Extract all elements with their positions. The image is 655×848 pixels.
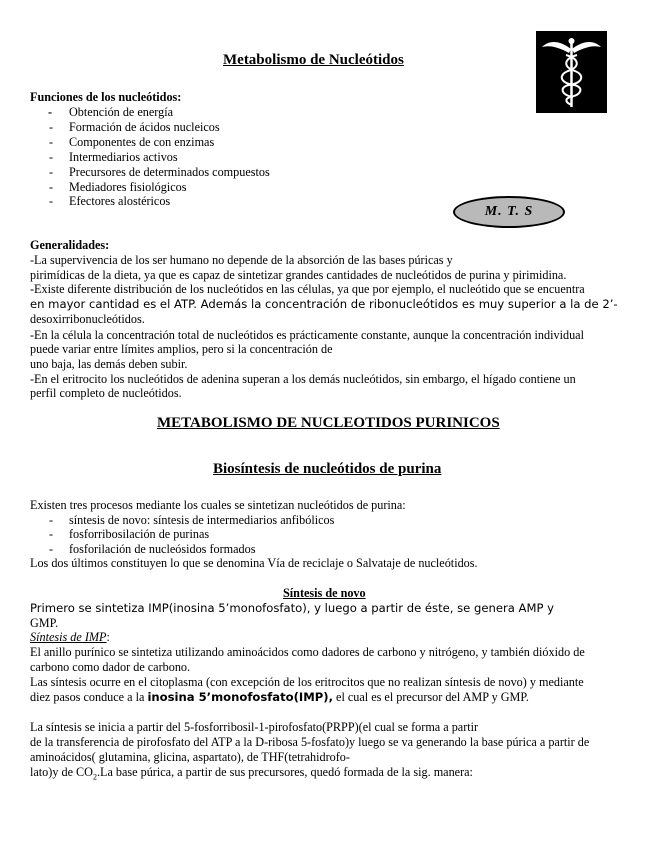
- text-run: el cual es el precursor del AMP y GMP.: [333, 690, 529, 704]
- text-line: puede variar entre límites amplios, pero si la concentración de: [30, 342, 333, 356]
- text-line: Primero se sintetiza IMP(inosina 5’monofosfato), y luego a partir de éste, se genera AMP y: [30, 601, 554, 615]
- text-line: La síntesis se inicia a partir del 5-fosforribosil-1-pirofosfato(PRPP)(el cual se forma a partir: [30, 720, 479, 734]
- text-line: uno baja, las demás deben subir.: [30, 357, 188, 371]
- text-line: [30, 690, 529, 704]
- bullet-dash: -: [49, 542, 54, 556]
- imp-heading: [30, 630, 110, 644]
- text-line: El anillo purínico se sintetiza utilizando aminoácidos como dadores de carbono y nitrógeno, y también dióxido de: [30, 645, 585, 659]
- list-item: fosforilación de nucleósidos formados: [69, 542, 256, 556]
- text-line: en mayor cantidad es el ATP. Además la concentración de ribonucleótidos es muy superior a la de 2’-: [30, 297, 618, 311]
- text-line: aminoácidos( glutamina, glicina, aspartato), de THF(tetrahidrofo-: [30, 750, 350, 764]
- bullet-dash: -: [49, 194, 54, 208]
- imp-label: Síntesis de IMP: [30, 630, 107, 644]
- section-outro: Los dos últimos constituyen lo que se denomina Vía de reciclaje o Salvataje de nucleótidos.: [30, 556, 478, 570]
- bullet-dash: -: [49, 527, 54, 541]
- list-item: Obtención de energía: [69, 105, 174, 119]
- section-heading: METABOLISMO DE NUCLEOTIDOS PURINICOS: [157, 415, 500, 431]
- bullet-dash: -: [49, 165, 54, 179]
- list-item: Efectores alostéricos: [69, 194, 171, 208]
- text-line: [30, 765, 473, 784]
- bullet-dash: -: [48, 105, 53, 119]
- text-line: de la transferencia de pirofosfato del ATP a la D-ribosa 5-fosfato)y luego se va generando la base púrica a partir de: [30, 735, 590, 749]
- text-line: -En el eritrocito los nucleótidos de adenina superan a los demás nucleótidos, sin embargo, el hígado contiene un: [30, 372, 576, 386]
- section-intro: Existen tres procesos mediante los cuales se sintetizan nucleótidos de purina:: [30, 498, 406, 512]
- list-item: Precursores de determinados compuestos: [69, 165, 270, 179]
- bullet-dash: -: [49, 180, 54, 194]
- list-item: Formación de ácidos nucleicos: [69, 120, 220, 134]
- subscript: 2: [92, 772, 97, 782]
- caduceus-icon: [536, 31, 607, 113]
- text-line: carbono como dador de carbono.: [30, 660, 191, 674]
- list-item: Intermediarios activos: [69, 150, 178, 164]
- text-line: pirimídicas de la dieta, ya que es capaz de sintetizar grandes cantidades de nucleótidos de purina y pirimidina.: [30, 268, 567, 282]
- text-line: -La supervivencia de los ser humano no depende de la absorción de las bases púricas y: [30, 253, 453, 267]
- text-line: GMP.: [30, 616, 59, 630]
- text-line: -Existe diferente distribución de los nucleótidos en las células, ya que por ejemplo, el nucleótido que se encuentra: [30, 282, 585, 296]
- text-line: desoxirribonucleótidos.: [30, 312, 145, 326]
- text-line: perfil completo de nucleótidos.: [30, 386, 182, 400]
- bullet-dash: -: [49, 135, 54, 149]
- imp-colon: :: [106, 630, 110, 644]
- bullet-dash: -: [49, 150, 54, 164]
- bullet-dash: -: [49, 513, 54, 527]
- text-run: diez pasos conduce a la: [30, 690, 148, 704]
- text-run: lato)y de CO: [30, 765, 93, 779]
- list-item: fosforribosilación de purinas: [69, 527, 210, 541]
- text-line: Las síntesis ocurre en el citoplasma (con excepción de los eritrocitos que no realizan síntesis de novo) y mediante: [30, 675, 584, 689]
- text-run: .La base púrica, a partir de sus precursores, quedó formada de la sig. manera:: [96, 765, 473, 779]
- novo-heading: Síntesis de novo: [283, 586, 366, 600]
- mts-badge: M. T. S: [453, 196, 565, 228]
- text-line: -En la célula la concentración total de nucleótidos es prácticamente constante, aunque la concentración individual: [30, 328, 584, 342]
- section-subheading: Biosíntesis de nucleótidos de purina: [213, 461, 442, 477]
- list-item: Componentes de con enzimas: [69, 135, 215, 149]
- bullet-dash: -: [49, 120, 54, 134]
- funciones-heading: Funciones de los nucleótidos:: [30, 90, 182, 104]
- caduceus-logo: [536, 31, 607, 113]
- page-title: Metabolismo de Nucleótidos: [223, 52, 404, 68]
- list-item: síntesis de novo: síntesis de intermediarios anfibólicos: [69, 513, 335, 527]
- list-item: Mediadores fisiológicos: [69, 180, 187, 194]
- generalidades-heading: Generalidades:: [30, 238, 110, 252]
- imp-emphasis: inosina 5’monofosfato(IMP),: [147, 690, 333, 704]
